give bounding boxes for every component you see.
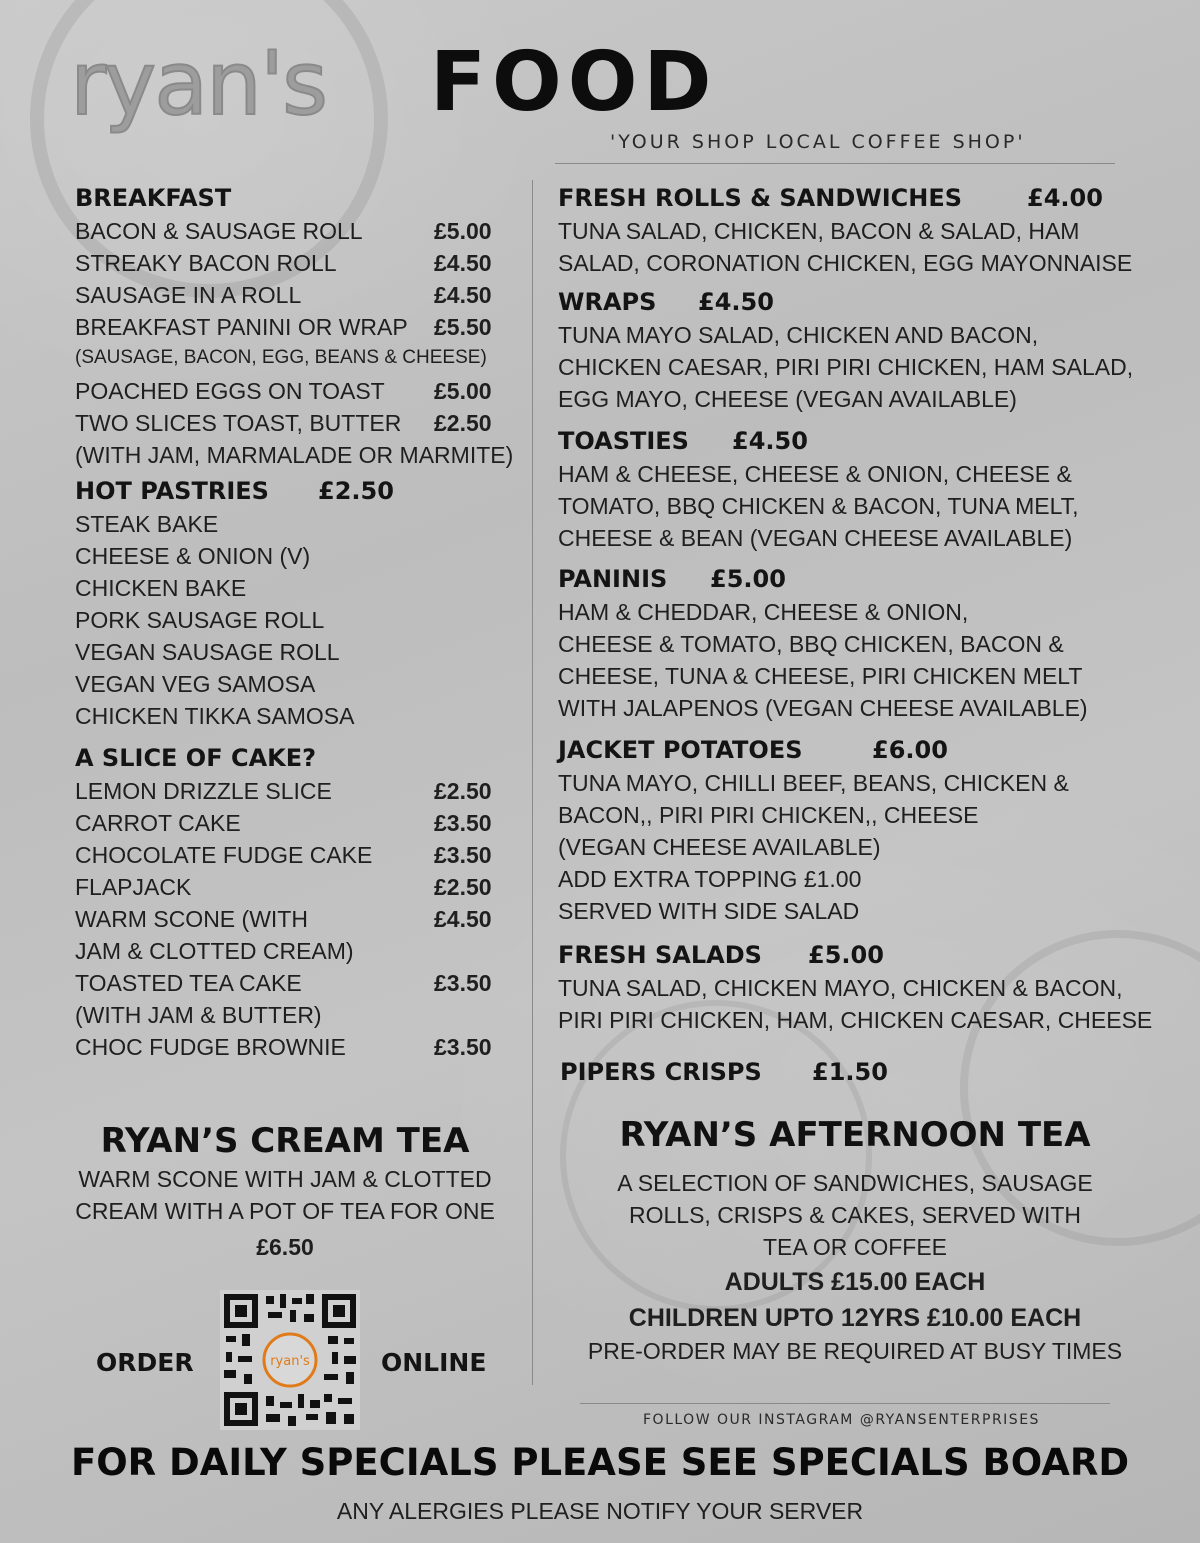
rolls-price: £4.00: [1027, 184, 1103, 212]
cake-item-price: £2.50: [434, 874, 492, 900]
jackets-price: £6.00: [872, 736, 948, 764]
jackets-description-line: BACON,, PIRI PIRI CHICKEN,, CHEESE: [558, 802, 979, 828]
column-divider: [532, 180, 533, 1385]
toasties-description-line: HAM & CHEESE, CHEESE & ONION, CHEESE &: [558, 461, 1072, 487]
pastry-item: CHICKEN TIKKA SAMOSA: [75, 703, 355, 729]
paninis-description-line: HAM & CHEDDAR, CHEESE & ONION,: [558, 599, 969, 625]
cream-tea-heading: RYAN’S CREAM TEA: [100, 1121, 470, 1161]
allergies-note: ANY ALERGIES PLEASE NOTIFY YOUR SERVER: [336, 1498, 864, 1524]
salads-heading: FRESH SALADS: [558, 941, 762, 969]
wraps-description-line: TUNA MAYO SALAD, CHICKEN AND BACON,: [558, 322, 1039, 348]
afternoon-tea-line: A SELECTION OF SANDWICHES, SAUSAGE: [617, 1170, 1093, 1196]
qr-code[interactable]: [220, 1290, 360, 1430]
pastry-item: STEAK BAKE: [75, 511, 219, 537]
breakfast-item-name: BACON & SAUSAGE ROLL: [75, 218, 363, 244]
cake-item-price: £3.50: [434, 1034, 492, 1060]
wraps-price: £4.50: [698, 288, 774, 316]
cake-item-name: CARROT CAKE: [75, 810, 241, 836]
brand-logo: ryan's: [70, 32, 326, 135]
crisps-price: £1.50: [812, 1058, 888, 1086]
cake-item-name: (WITH JAM & BUTTER): [75, 1002, 322, 1028]
cream-tea-price: £6.50: [256, 1234, 314, 1260]
cake-item-price: £3.50: [434, 970, 492, 996]
breakfast-item-price: £4.50: [434, 282, 492, 308]
rolls-description-line: SALAD, CORONATION CHICKEN, EGG MAYONNAISE: [558, 250, 1133, 276]
cake-item-name: CHOC FUDGE BROWNIE: [75, 1034, 346, 1060]
page-title: FOOD: [430, 35, 718, 130]
cream-tea-line: WARM SCONE WITH JAM & CLOTTED: [78, 1166, 492, 1192]
wraps-description-line: CHICKEN CAESAR, PIRI PIRI CHICKEN, HAM SALAD,: [558, 354, 1134, 380]
toasties-description-line: CHEESE & BEAN (VEGAN CHEESE AVAILABLE): [558, 525, 1073, 551]
coffee-ring-decoration: [560, 1000, 872, 1312]
hot-pastries-heading: HOT PASTRIES: [75, 477, 269, 505]
paninis-description-line: CHEESE, TUNA & CHEESE, PIRI CHICKEN MELT: [558, 663, 1083, 689]
instagram-handle[interactable]: FOLLOW OUR INSTAGRAM @RYANSENTERPRISES: [643, 1412, 1040, 1428]
cake-heading: A SLICE OF CAKE?: [75, 744, 317, 772]
jackets-description-line: TUNA MAYO, CHILLI BEEF, BEANS, CHICKEN &: [558, 770, 1069, 796]
cake-item-name: FLAPJACK: [75, 874, 192, 900]
qr-code-icon: [220, 1290, 360, 1430]
paninis-heading: PANINIS: [558, 565, 668, 593]
breakfast-item-price: £4.50: [434, 250, 492, 276]
rolls-description-line: TUNA SALAD, CHICKEN, BACON & SALAD, HAM: [558, 218, 1080, 244]
jackets-description-line: SERVED WITH SIDE SALAD: [558, 898, 860, 924]
breakfast-item-name: TWO SLICES TOAST, BUTTER: [75, 410, 402, 436]
toasties-price: £4.50: [732, 427, 808, 455]
salads-description-line: PIRI PIRI CHICKEN, HAM, CHICKEN CAESAR, CHEESE: [558, 1007, 1153, 1033]
cream-tea-line: CREAM WITH A POT OF TEA FOR ONE: [75, 1198, 495, 1224]
pastry-item: CHEESE & ONION (V): [75, 543, 311, 569]
afternoon-tea-note: PRE-ORDER MAY BE REQUIRED AT BUSY TIMES: [587, 1338, 1123, 1364]
rolls-heading: FRESH ROLLS & SANDWICHES: [558, 184, 963, 212]
breakfast-heading: BREAKFAST: [75, 184, 232, 212]
paninis-description-line: WITH JALAPENOS (VEGAN CHEESE AVAILABLE): [558, 695, 1088, 721]
breakfast-item-name: POACHED EGGS ON TOAST: [75, 378, 385, 404]
pastry-item: PORK SAUSAGE ROLL: [75, 607, 325, 633]
breakfast-item-price: £5.50: [434, 314, 492, 340]
salads-price: £5.00: [808, 941, 884, 969]
breakfast-item-name: BREAKFAST PANINI OR WRAP: [75, 314, 408, 340]
paninis-description-line: CHEESE & TOMATO, BBQ CHICKEN, BACON &: [558, 631, 1064, 657]
breakfast-item-name: SAUSAGE IN A ROLL: [75, 282, 302, 308]
cake-item-name: CHOCOLATE FUDGE CAKE: [75, 842, 373, 868]
paninis-price: £5.00: [710, 565, 786, 593]
afternoon-tea-adults: ADULTS £15.00 EACH: [724, 1268, 986, 1296]
specials-banner: FOR DAILY SPECIALS PLEASE SEE SPECIALS BOARD: [70, 1441, 1130, 1484]
breakfast-item-price: £5.00: [434, 218, 492, 244]
online-label: ONLINE: [381, 1348, 487, 1377]
toasties-heading: TOASTIES: [558, 427, 689, 455]
cake-item-price: £2.50: [434, 778, 492, 804]
cake-item-price: £4.50: [434, 906, 492, 932]
afternoon-tea-children: CHILDREN UPTO 12YRS £10.00 EACH: [628, 1304, 1082, 1332]
salads-description-line: TUNA SALAD, CHICKEN MAYO, CHICKEN & BACON,: [558, 975, 1123, 1001]
pastry-item: CHICKEN BAKE: [75, 575, 247, 601]
header-divider: [555, 163, 1115, 164]
cake-item-name: LEMON DRIZZLE SLICE: [75, 778, 332, 804]
cake-item-price: £3.50: [434, 842, 492, 868]
afternoon-tea-line: ROLLS, CRISPS & CAKES, SERVED WITH: [628, 1202, 1082, 1228]
jackets-description-line: ADD EXTRA TOPPING £1.00: [558, 866, 862, 892]
cake-item-price: £3.50: [434, 810, 492, 836]
instagram-divider: [580, 1403, 1110, 1404]
hot-pastries-price: £2.50: [318, 477, 394, 505]
afternoon-tea-line: TEA OR COFFEE: [762, 1234, 948, 1260]
cake-item-name: TOASTED TEA CAKE: [75, 970, 302, 996]
afternoon-tea-heading: RYAN’S AFTERNOON TEA: [619, 1115, 1091, 1155]
breakfast-item-price: £2.50: [434, 410, 492, 436]
order-label: ORDER: [96, 1348, 194, 1377]
breakfast-item-name: STREAKY BACON ROLL: [75, 250, 337, 276]
breakfast-item-name: (WITH JAM, MARMALADE OR MARMITE): [75, 442, 514, 468]
qr-logo-text: ryan's: [270, 1354, 310, 1369]
toasties-description-line: TOMATO, BBQ CHICKEN & BACON, TUNA MELT,: [558, 493, 1079, 519]
jackets-description-line: (VEGAN CHEESE AVAILABLE): [558, 834, 881, 860]
wraps-description-line: EGG MAYO, CHEESE (VEGAN AVAILABLE): [558, 386, 1017, 412]
cake-item-name: WARM SCONE (WITH: [75, 906, 308, 932]
pastry-item: VEGAN SAUSAGE ROLL: [75, 639, 340, 665]
wraps-heading: WRAPS: [558, 288, 657, 316]
pastry-item: VEGAN VEG SAMOSA: [75, 671, 316, 697]
crisps-heading: PIPERS CRISPS: [560, 1058, 762, 1086]
cake-item-name: JAM & CLOTTED CREAM): [75, 938, 354, 964]
tagline: 'YOUR SHOP LOCAL COFFEE SHOP': [610, 131, 1026, 153]
jackets-heading: JACKET POTATOES: [558, 736, 803, 764]
breakfast-item-name: (SAUSAGE, BACON, EGG, BEANS & CHEESE): [75, 347, 487, 368]
breakfast-item-price: £5.00: [434, 378, 492, 404]
